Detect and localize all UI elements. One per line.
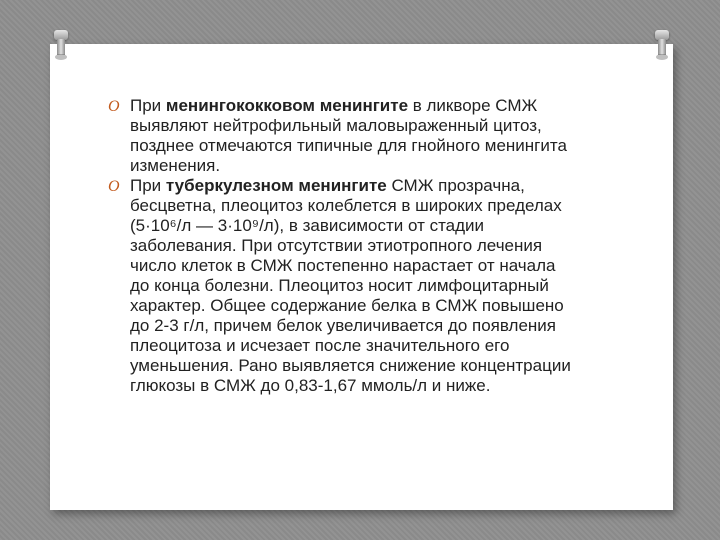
list-item — [108, 176, 578, 396]
bullet-icon: O — [108, 98, 120, 115]
bullet-list — [108, 96, 578, 396]
bold-term: туберкулезном менингите — [165, 176, 387, 195]
bullet-text: При туберкулезном менингите СМЖ прозрачна, бесцветна, плеоцитоз колеблется в широких пределах (5·10⁶/л — 3·10⁹/л), в зависимости от стадии заболевания. При отсутствии этиотропного лечения число клеток в СМЖ постепенно нарастает от начала до конца болезни. Плеоцитоз носит лимфоцитарный характер. Общее содержание белка в СМЖ повышено до 2-3 г/л, причем белок увеличивается до появления плеоцитоза и исчезает после значительного его уменьшения. Рано выявляется снижение концентрации глюкозы в СМЖ до 0,83-1,67 ммоль/л и ниже. — [130, 176, 571, 395]
pushpin-icon — [655, 30, 669, 60]
list-item — [108, 96, 578, 176]
pushpin-icon — [54, 30, 68, 60]
bold-term: менингококковом менингите — [165, 96, 409, 115]
bullet-text: При менингококковом менингите в ликворе СМЖ выявляют нейтрофильный маловыраженный цитоз, позднее отмечаются типичные для гнойного менингита изменения. — [130, 96, 567, 175]
bullet-icon: O — [108, 178, 120, 195]
